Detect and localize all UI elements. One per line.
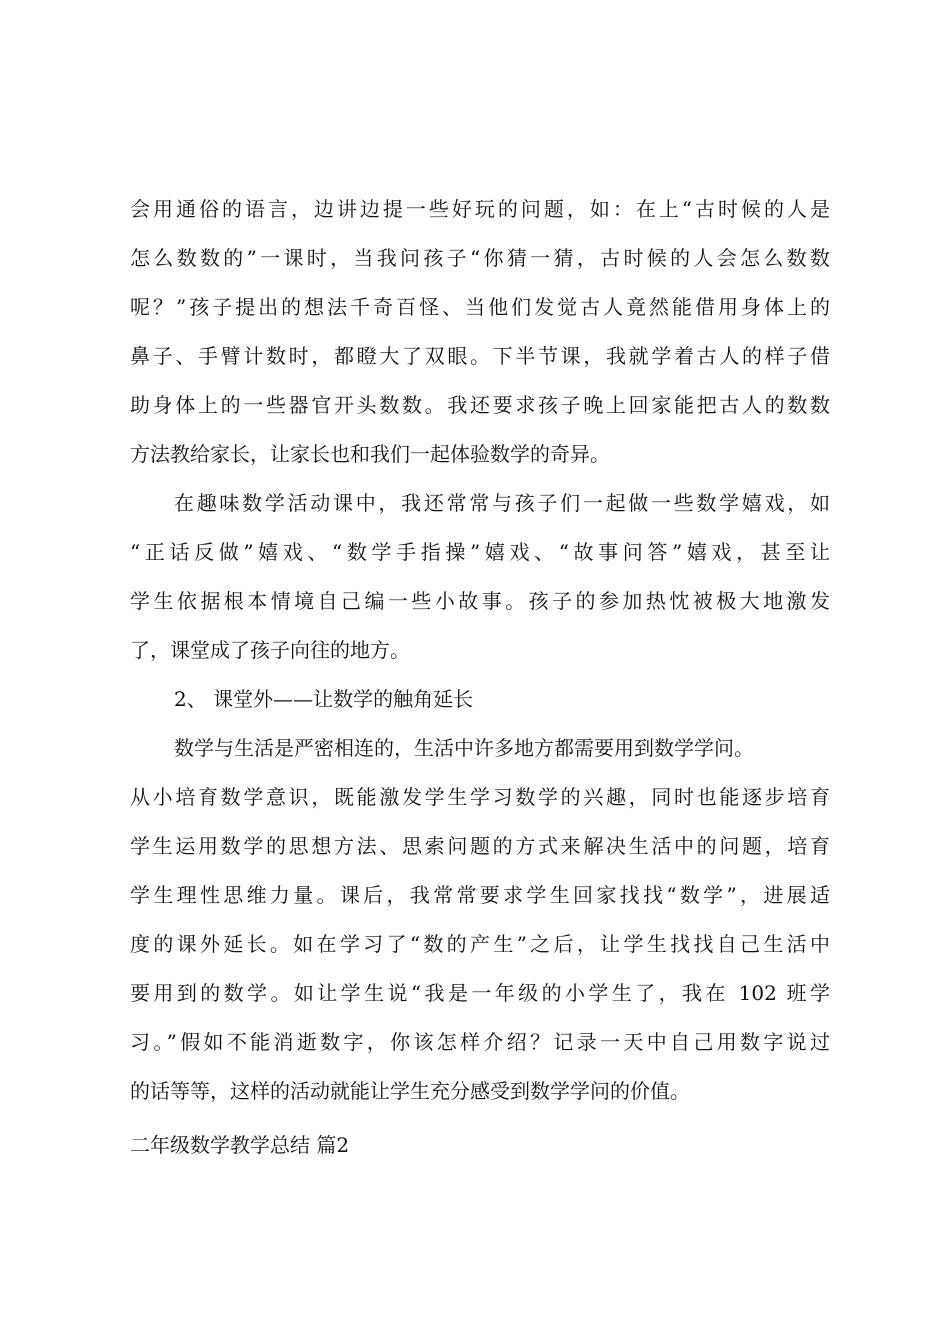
- text-line: 鼻子、手臂计数时，都瞪大了双眼。下半节课，我就学着古人的样子借: [130, 344, 830, 368]
- document-body: [130, 185, 830, 1116]
- text-line: “正话反做”嬉戏、“数学手指操”嬉戏、“故事问答”嬉戏，甚至让: [130, 540, 830, 564]
- subheading: [130, 675, 830, 724]
- paragraph: [130, 724, 830, 1116]
- text-line: 学生运用数学的思想方法、思索问题的方式来解决生活中的问题，培育: [130, 834, 830, 858]
- text-line: 要用到的数学。如让学生说“我是一年级的小学生了，我在 102 班学: [130, 981, 830, 1005]
- text-line: 从小培育数学意识，既能激发学生学习数学的兴趣，同时也能逐步培育: [130, 785, 830, 809]
- text-line: 怎么数数的”一课时，当我问孩子“你猜一猜，古时候的人会怎么数数: [130, 246, 830, 270]
- text-line: 的话等等，这样的活动就能让学生充分感受到数学学问的价值。: [130, 1079, 690, 1103]
- text-line: 度的课外延长。如在学习了“数的产生”之后，让学生找找自己生活中: [130, 932, 830, 956]
- text-line: 学生依据根本情境自己编一些小故事。孩子的参加热忱被极大地激发: [130, 589, 830, 613]
- paragraph: [130, 479, 830, 675]
- text-line: 会用通俗的语言，边讲边提一些好玩的问题，如：在上“古时候的人是: [130, 197, 830, 221]
- text-line: 了，课堂成了孩子向往的地方。: [130, 638, 410, 662]
- text-line: 助身体上的一些器官开头数数。我还要求孩子晚上回家能把古人的数数: [130, 393, 830, 417]
- text-line: 在趣味数学活动课中，我还常常与孩子们一起做一些数学嬉戏，如: [174, 491, 830, 515]
- text-line: 数学与生活是严密相连的，生活中许多地方都需要用到数学学问。: [174, 736, 754, 760]
- text-line: 方法教给家长，让家长也和我们一起体验数学的奇异。: [130, 442, 610, 466]
- text-line: 学生理性思维力量。课后，我常常要求学生回家找找“数学”，进展适: [130, 883, 830, 907]
- section-title: 二年级数学教学总结 篇2: [130, 1133, 350, 1157]
- text-line: 呢？”孩子提出的想法千奇百怪、当他们发觉古人竟然能借用身体上的: [130, 295, 830, 319]
- paragraph: [130, 185, 830, 479]
- subheading-text: 2、 课堂外——让数学的触角延长: [174, 687, 474, 711]
- text-line: 习。”假如不能消逝数字，你该怎样介绍？记录一天中自己用数字说过: [130, 1030, 830, 1054]
